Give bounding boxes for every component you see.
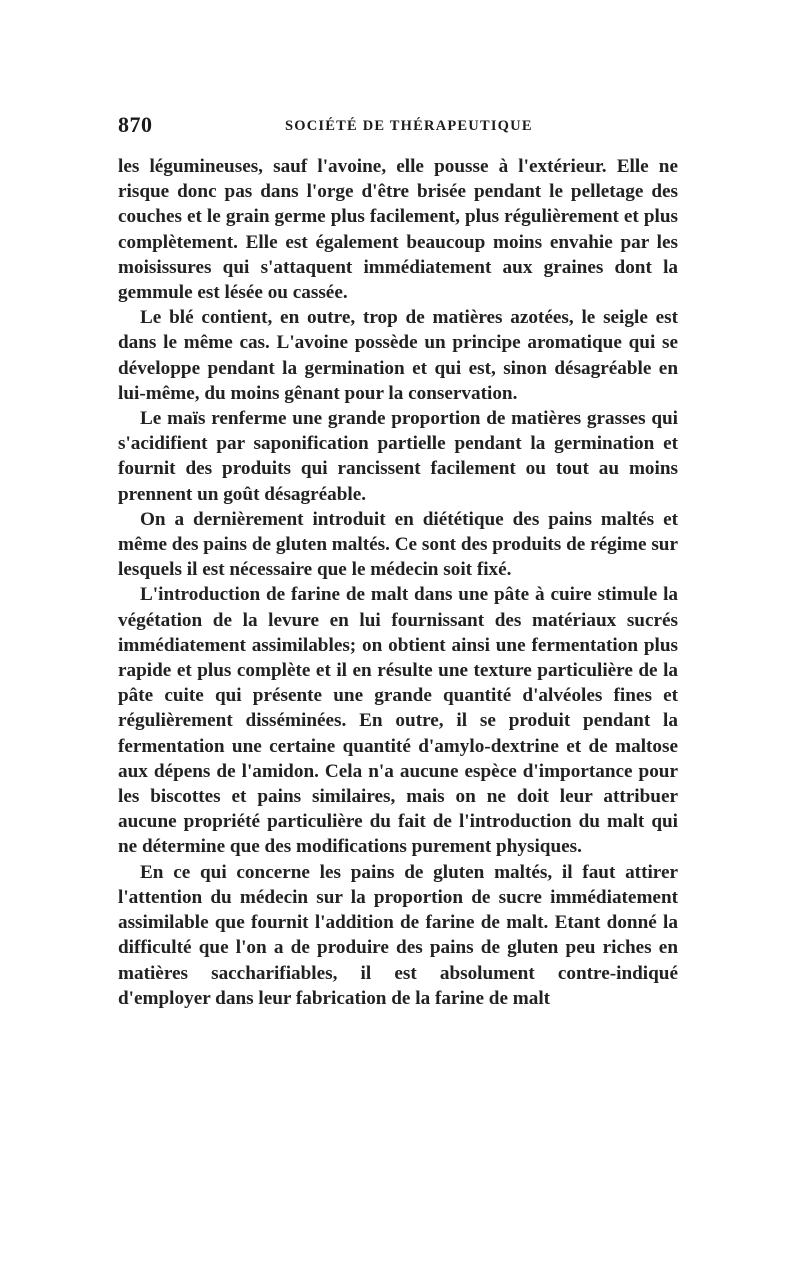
paragraph-pains-maltes: On a dernièrement introduit en diététique des pains maltés et même des pains de gluten maltés. Ce sont des produits de régime sur lesquels il est nécessaire que le médecin soit fixé. [118,508,678,581]
page-number: 870 [118,112,153,137]
book-page [118,112,678,1011]
body-text [118,154,678,1011]
paragraph-ble: Le blé contient, en outre, trop de matières azotées, le seigle est dans le même cas. L'avoine possède un principe aromatique qui se développe pendant la germination et qui est, sinon désagréable en lui-même, du moins gênant pour la conservation. [118,307,678,404]
paragraph-mais: Le maïs renferme une grande proportion de matières grasses qui s'acidifient par saponification partielle pendant la germination et fournit des produits qui rancissent facilement ou tout au moins prennent un goût désagréable. [118,408,678,505]
paragraph-farine-de-malt: L'introduction de farine de malt dans une pâte à cuire stimule la végétation de la levure en lui fournissant des matériaux sucrés immédiatement assimilables; on obtient ainsi une fermentation plus rapide et plus complète et il en résulte une texture particulière de la pâte cuite qui présente une grande quantité d'alvéoles fines et régulièrement disséminées. En outre, il se produit pendant la fermentation une certaine quantité d'amylo-dextrine et de maltose aux dépens de l'amidon. Cela n'a aucune espèce d'importance pour les biscottes et pains similaires, mais on ne doit leur attribuer aucune propriété particulière du fait de l'introduction du malt qui ne détermine que des modifications purement physiques. [118,584,678,858]
paragraph-continued: les légumineuses, sauf l'avoine, elle pousse à l'extérieur. Elle ne risque donc pas dans l'orge d'être brisée pendant le pelletage des couches et le grain germe plus facilement, plus régulièrement et plus complètement. Elle est également beaucoup moins envahie par les moisissures qui s'attaquent immédiatement aux graines dont la gemmule est lésée ou cassée. [118,156,678,304]
running-head [118,112,678,142]
paragraph-pains-de-gluten: En ce qui concerne les pains de gluten maltés, il faut attirer l'attention du médecin sur la proportion de sucre immédiatement assimilable que fournit l'addition de farine de malt. Etant donné la difficulté que l'on a de produire des pains de gluten peu riches en matières saccharifiables, il est absolument contre-indiqué d'employer dans leur fabrication de la farine de malt [118,861,678,1009]
running-head-title: SOCIÉTÉ DE THÉRAPEUTIQUE [285,118,533,134]
